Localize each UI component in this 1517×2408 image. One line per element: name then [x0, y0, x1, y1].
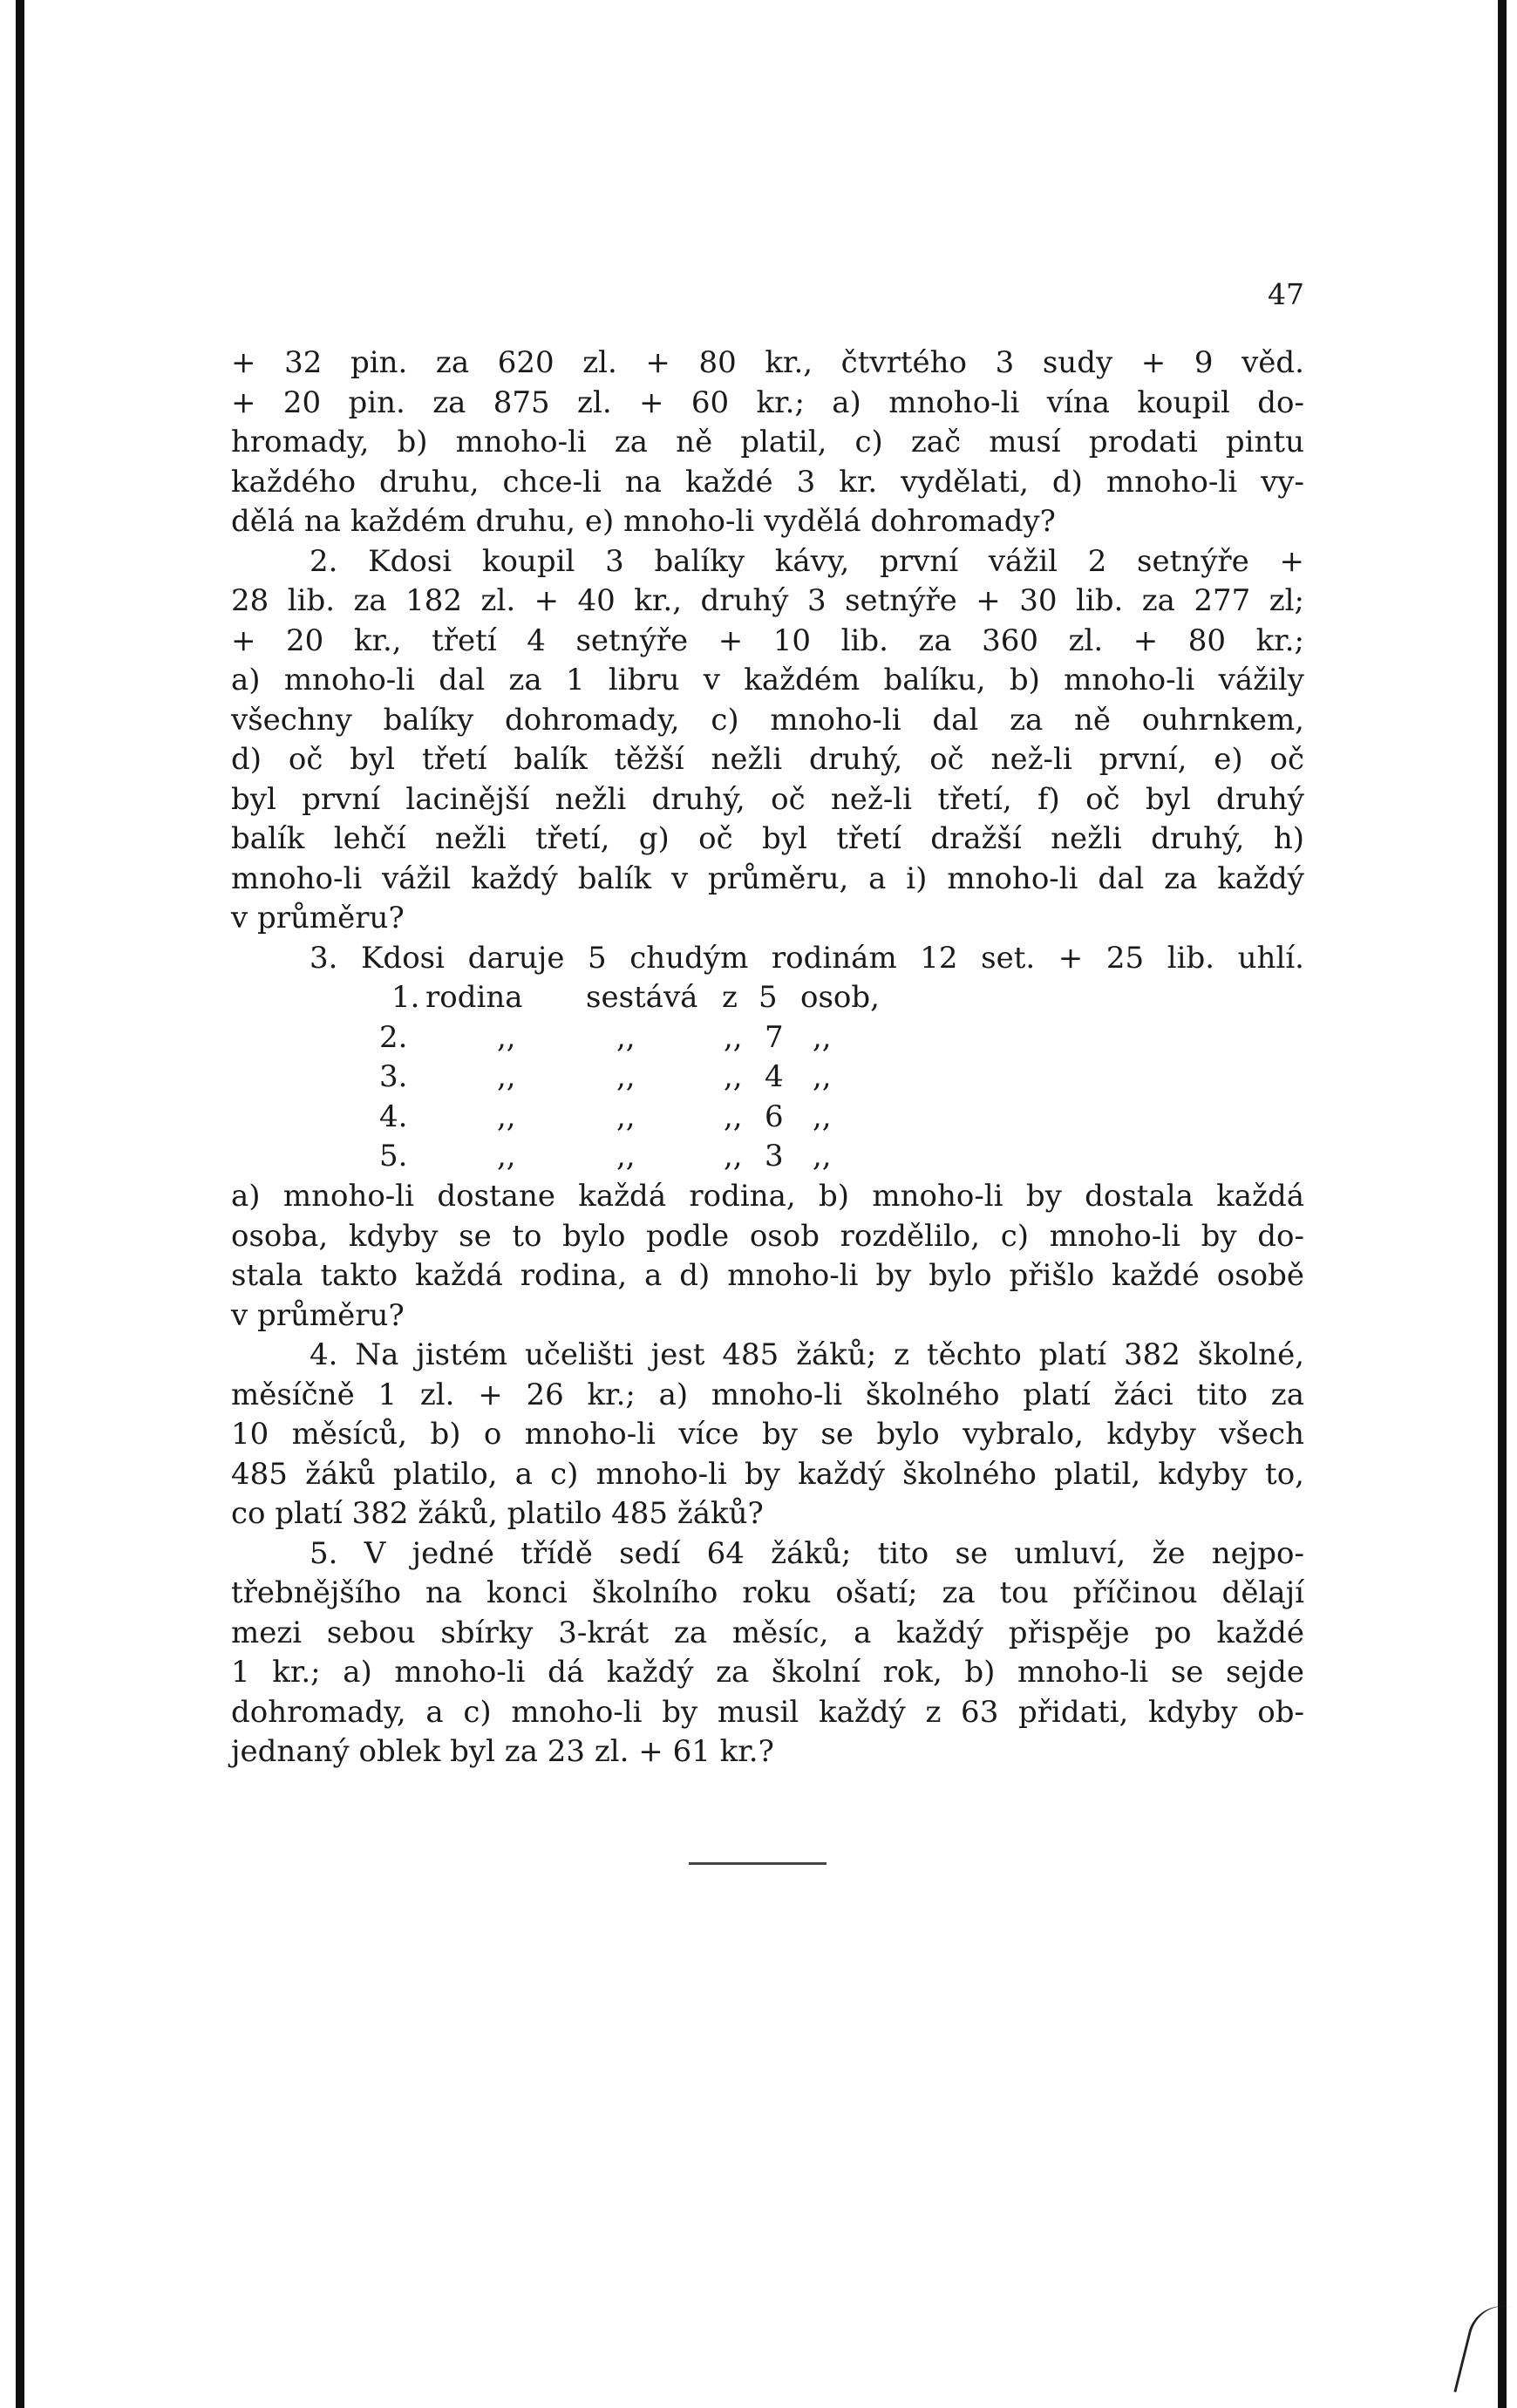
- problem-3-start: 3. Kdosi daruje 5 chudým rodinám 12 set. + 25 lib. uhlí.: [310, 940, 1304, 976]
- text-line: + 32 pin. za 620 zl. + 80 kr., čtvrtého 3 sudy + 9 věd.: [231, 345, 1304, 380]
- text-line: v průměru?: [231, 1297, 405, 1333]
- family-table: 1. rodina sestává z 5 osob, 2. ,, ,, ,, 7 ,, 3. ,, ,, ,, 4 ,, 4. ,, ,, ,, 6 ,, 5. ,, ,, ,, 3 ,,: [379, 980, 880, 1173]
- text-line: hromady, b) mnoho-li za ně platil, c) zač musí prodati pintu: [231, 425, 1304, 459]
- text-line: každého druhu, chce-li na každé 3 kr. vydělati, d) mnoho-li vy-: [231, 464, 1304, 500]
- text-line: jednaný oblek byl za 23 zl. + 61 kr.?: [231, 1734, 774, 1769]
- text-line: 485 žáků platilo, a c) mnoho-li by každý školného platil, kdyby to,: [231, 1456, 1304, 1492]
- text-line: dělá na každém druhu, e) mnoho-li vydělá dohromady?: [231, 504, 1056, 539]
- scan-edge-right: [1498, 0, 1507, 2408]
- text-line: třebnějšího na konci školního roku ošatí; za tou příčinou dělají: [231, 1575, 1304, 1610]
- text-line: balík lehčí nežli třetí, g) oč byl třetí dražší nežli druhý, h): [231, 821, 1304, 856]
- text-line: + 20 pin. za 875 zl. + 60 kr.; a) mnoho-li vína koupil do-: [231, 384, 1304, 420]
- text-line: co platí 382 žáků, platilo 485 žáků?: [231, 1496, 764, 1531]
- text-line: všechny balíky dohromady, c) mnoho-li dal za ně ouhrnkem,: [231, 702, 1304, 738]
- text-line: + 20 kr., třetí 4 setnýře + 10 lib. za 360 zl. + 80 kr.;: [231, 622, 1304, 658]
- problem-2-start: 2. Kdosi koupil 3 balíky kávy, první vážil 2 setnýře +: [310, 543, 1304, 579]
- scan-edge-left: [16, 0, 24, 2408]
- text-line: a) mnoho-li dal za 1 libru v každém balíku, b) mnoho-li vážily: [231, 663, 1304, 697]
- text-line: d) oč byl třetí balík těžší nežli druhý, oč než-li první, e) oč: [231, 742, 1304, 777]
- page-body: [231, 344, 1304, 1772]
- text-line: mnoho-li vážil každý balík v průměru, a i) mnoho-li dal za každý: [231, 860, 1304, 896]
- page-number: 47: [1268, 277, 1304, 311]
- text-line: měsíčně 1 zl. + 26 kr.; a) mnoho-li školného platí žáci tito za: [231, 1377, 1304, 1412]
- text-line: osoba, kdyby se to bylo podle osob rozdělilo, c) mnoho-li by do-: [231, 1218, 1304, 1254]
- text-line: v průměru?: [231, 901, 405, 935]
- text-line: 28 lib. za 182 zl. + 40 kr., druhý 3 setnýře + 30 lib. za 277 zl;: [231, 583, 1304, 618]
- text-line: 1 kr.; a) mnoho-li dá každý za školní rok, b) mnoho-li se sejde: [231, 1655, 1304, 1690]
- text-line: byl první lacinější nežli druhý, oč než-li třetí, f) oč byl druhý: [231, 781, 1304, 817]
- text-line: stala takto každá rodina, a d) mnoho-li by bylo přišlo každé osobě: [231, 1258, 1304, 1293]
- problem-5-start: 5. V jedné třídě sedí 64 žáků; tito se umluví, že nejpo-: [310, 1535, 1304, 1571]
- text-line: mezi sebou sbírky 3-krát za měsíc, a každý přispěje po každé: [231, 1615, 1304, 1650]
- text-line: 10 měsíců, b) o mnoho-li více by se bylo vybralo, kdyby všech: [231, 1417, 1304, 1452]
- text-line: dohromady, a c) mnoho-li by musil každý z 63 přidati, kdyby ob-: [231, 1694, 1304, 1730]
- problem-4-start: 4. Na jistém učelišti jest 485 žáků; z těchto platí 382 školné,: [310, 1337, 1304, 1372]
- text-line: a) mnoho-li dostane každá rodina, b) mnoho-li by dostala každá: [231, 1179, 1304, 1214]
- end-rule: [689, 1862, 827, 1865]
